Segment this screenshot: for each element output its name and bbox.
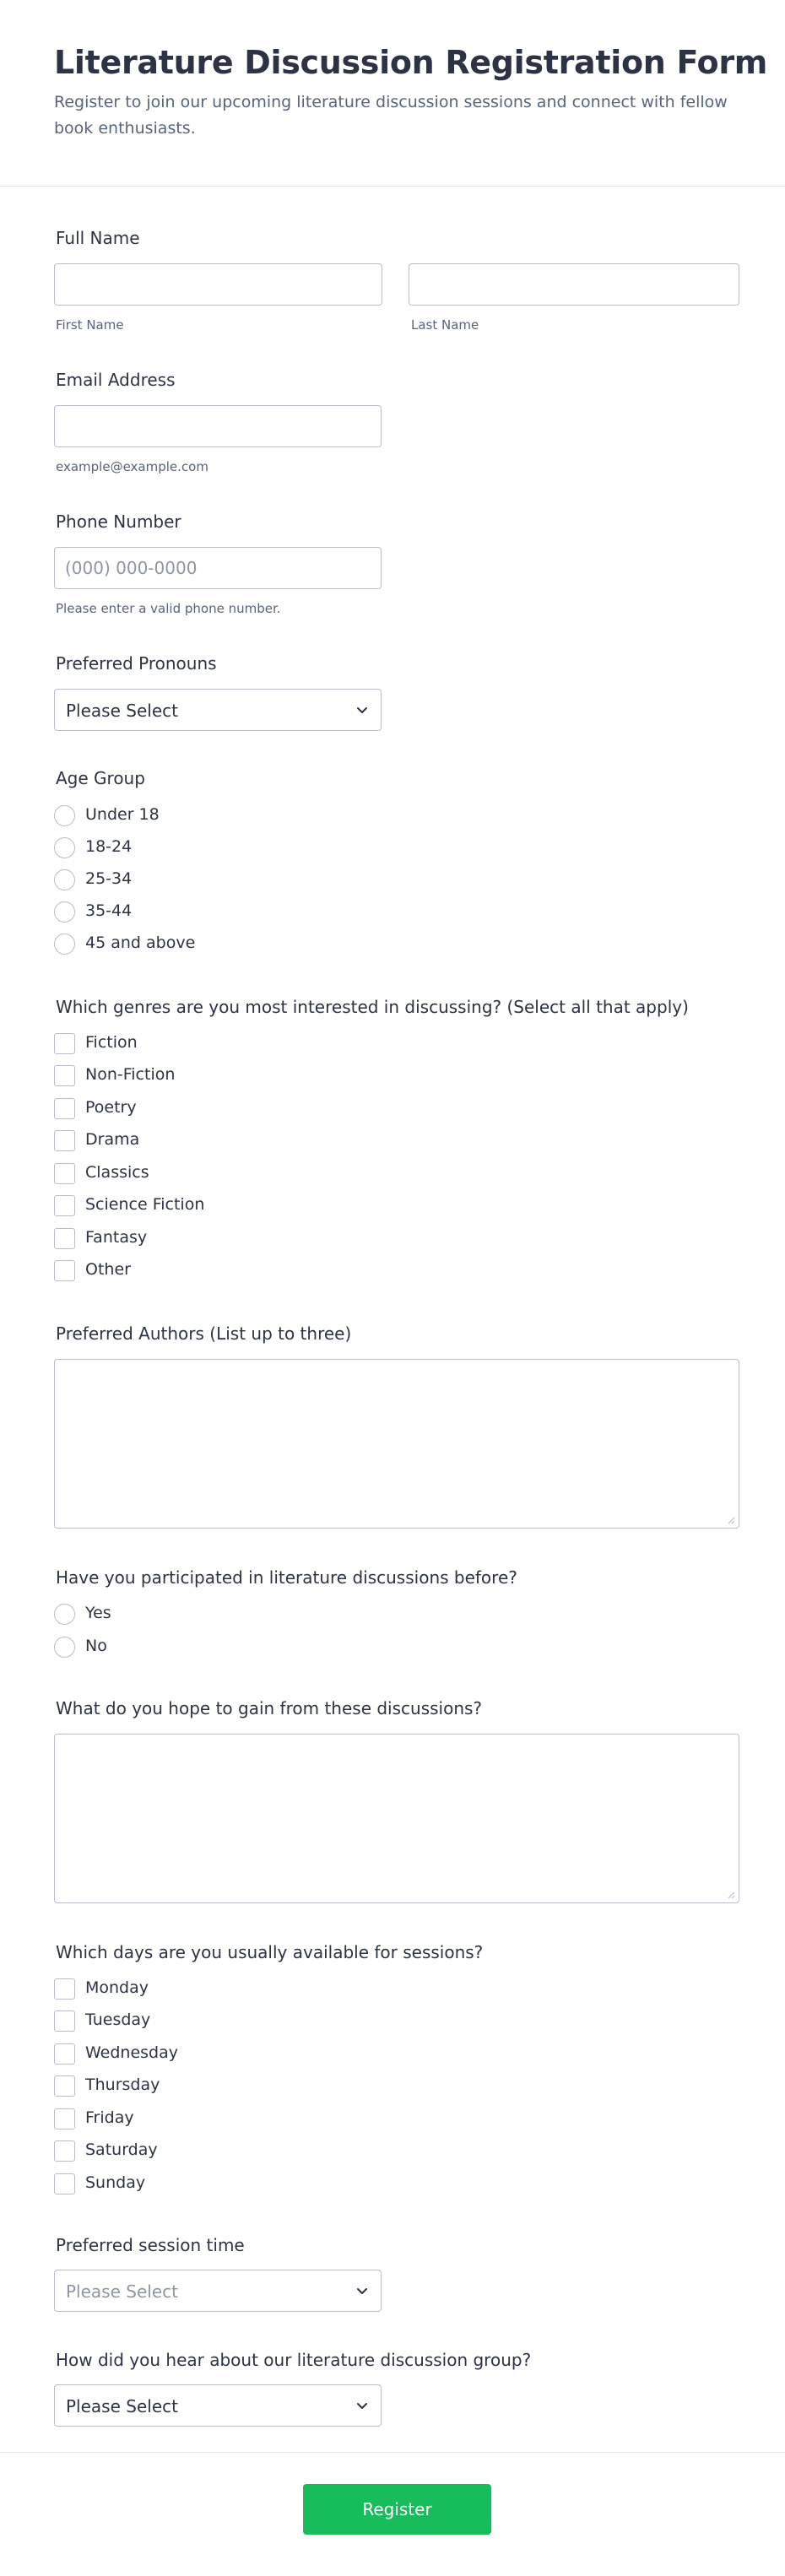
- authors-label: Preferred Authors (List up to three): [56, 1323, 352, 1344]
- radio-button[interactable]: [54, 837, 75, 858]
- option-label: Yes: [85, 1604, 111, 1622]
- pronouns-label: Preferred Pronouns: [56, 653, 217, 674]
- session-time-label: Preferred session time: [56, 2235, 245, 2255]
- radio-button[interactable]: [54, 805, 75, 826]
- checkbox[interactable]: [54, 1163, 75, 1184]
- hope-label: What do you hope to gain from these discussions?: [56, 1698, 483, 1718]
- phone-hint: Please enter a valid phone number.: [56, 601, 281, 616]
- option-label: Saturday: [85, 2140, 158, 2159]
- checkbox[interactable]: [54, 2075, 75, 2097]
- email-label: Email Address: [56, 370, 176, 390]
- option-label: Drama: [85, 1130, 140, 1149]
- participated-label: Have you participated in literature discussions before?: [56, 1567, 517, 1588]
- last-name-sublabel: Last Name: [411, 317, 479, 333]
- option-label: Thursday: [85, 2075, 160, 2094]
- pronouns-select[interactable]: [54, 689, 382, 731]
- radio-button[interactable]: [54, 1604, 75, 1625]
- option-label: Monday: [85, 1978, 149, 1997]
- checkbox[interactable]: [54, 1260, 75, 1281]
- checkbox[interactable]: [54, 1130, 75, 1151]
- option-label: Classics: [85, 1163, 149, 1182]
- phone-label: Phone Number: [56, 511, 181, 532]
- age-group-label: Age Group: [56, 768, 145, 788]
- option-label: Fantasy: [85, 1228, 148, 1247]
- checkbox[interactable]: [54, 1228, 75, 1249]
- first-name-input[interactable]: [54, 263, 382, 306]
- option-label: 18-24: [85, 837, 133, 856]
- resize-grip-icon[interactable]: [727, 1516, 735, 1524]
- form-subtitle: Register to join our upcoming literature discussion sessions and connect with fellow book enthusiasts.: [54, 93, 728, 138]
- last-name-input[interactable]: [409, 263, 739, 306]
- checkbox[interactable]: [54, 1065, 75, 1086]
- checkbox[interactable]: [54, 1033, 75, 1054]
- option-label: Wednesday: [85, 2043, 179, 2062]
- days-label: Which days are you usually available for sessions?: [56, 1942, 484, 1962]
- checkbox[interactable]: [54, 2108, 75, 2130]
- option-label: Tuesday: [85, 2010, 151, 2029]
- option-label: Poetry: [85, 1098, 137, 1117]
- option-label: Sunday: [85, 2173, 146, 2192]
- form-header: [0, 0, 785, 187]
- option-label: 35-44: [85, 901, 133, 920]
- option-label: Under 18: [85, 805, 160, 824]
- checkbox[interactable]: [54, 2010, 75, 2032]
- register-button[interactable]: Register: [303, 2484, 491, 2535]
- checkbox[interactable]: [54, 1978, 75, 2000]
- option-label: Non-Fiction: [85, 1065, 176, 1084]
- checkbox[interactable]: [54, 2173, 75, 2194]
- option-label: Fiction: [85, 1033, 138, 1052]
- radio-button[interactable]: [54, 869, 75, 890]
- option-label: 45 and above: [85, 934, 196, 952]
- checkbox[interactable]: [54, 1098, 75, 1119]
- radio-button[interactable]: [54, 901, 75, 923]
- checkbox[interactable]: [54, 1195, 75, 1216]
- checkbox[interactable]: [54, 2043, 75, 2065]
- session-time-select[interactable]: [54, 2270, 382, 2312]
- radio-button[interactable]: [54, 934, 75, 955]
- genres-label: Which genres are you most interested in discussing? (Select all that apply): [56, 997, 689, 1017]
- full-name-label: Full Name: [56, 228, 140, 248]
- first-name-sublabel: First Name: [56, 317, 124, 333]
- referral-selected-value: Please Select: [66, 2396, 178, 2416]
- option-label: Science Fiction: [85, 1195, 205, 1214]
- referral-select[interactable]: [54, 2384, 382, 2427]
- footer-divider: [0, 2452, 785, 2453]
- form-title: Literature Discussion Registration Form: [54, 44, 768, 81]
- authors-textarea[interactable]: [54, 1359, 739, 1529]
- option-label: Friday: [85, 2108, 134, 2127]
- email-input[interactable]: [54, 405, 382, 447]
- option-label: 25-34: [85, 869, 133, 888]
- email-hint: example@example.com: [56, 459, 208, 474]
- checkbox[interactable]: [54, 2140, 75, 2162]
- session-time-selected-value: Please Select: [66, 2281, 178, 2302]
- chevron-down-icon: [355, 703, 369, 717]
- option-label: No: [85, 1637, 107, 1655]
- radio-button[interactable]: [54, 1637, 75, 1658]
- resize-grip-icon[interactable]: [727, 1891, 735, 1899]
- chevron-down-icon: [355, 2399, 369, 2412]
- chevron-down-icon: [355, 2284, 369, 2297]
- phone-input[interactable]: [54, 547, 382, 589]
- option-label: Other: [85, 1260, 131, 1279]
- pronouns-selected-value: Please Select: [66, 701, 178, 721]
- hope-textarea[interactable]: [54, 1734, 739, 1903]
- referral-label: How did you hear about our literature discussion group?: [56, 2350, 532, 2370]
